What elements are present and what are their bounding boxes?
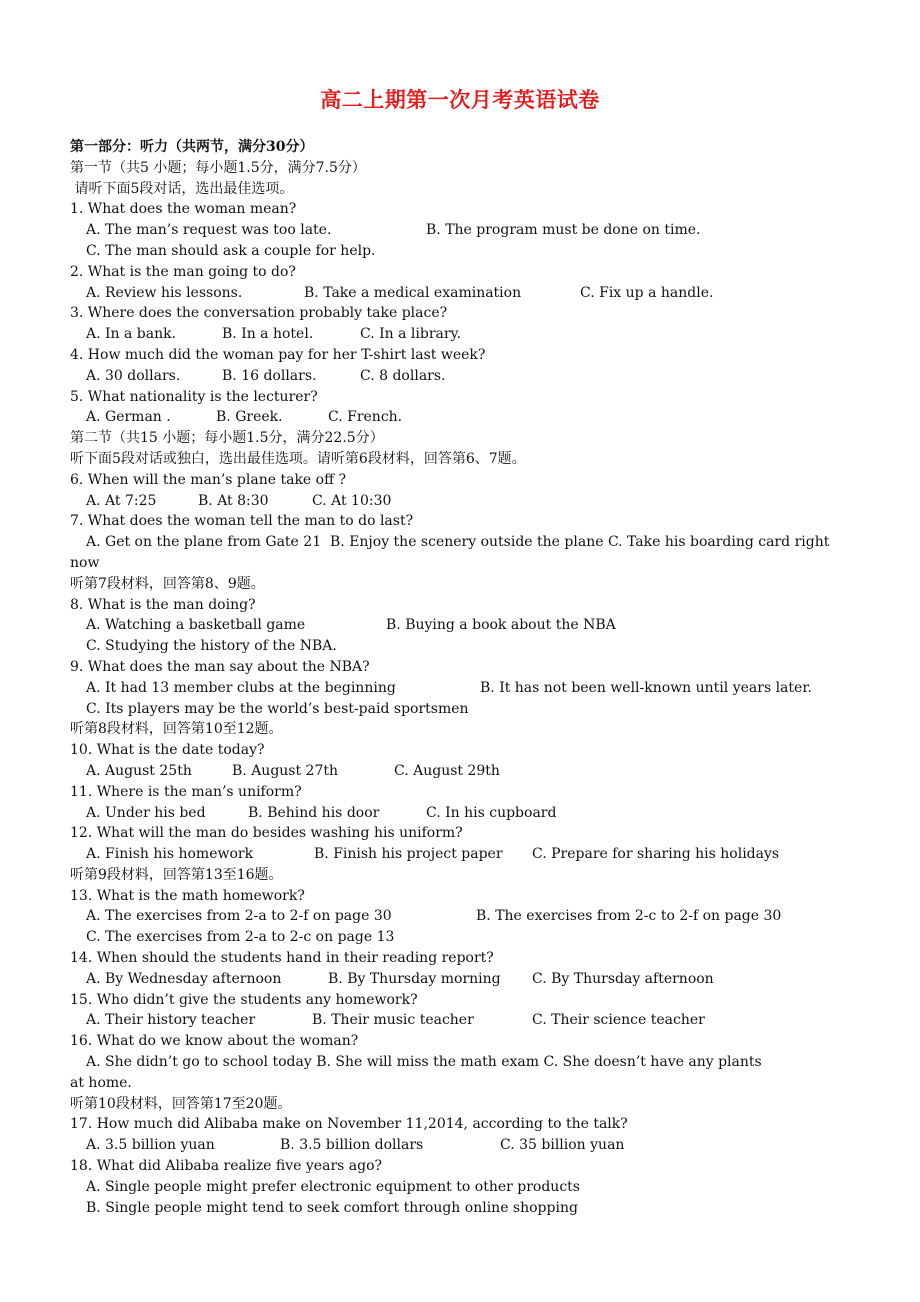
- option-a: A. Review his lessons.: [86, 284, 243, 301]
- option-b: B. Single people might tend to seek comfort through online shopping: [86, 1199, 578, 1216]
- exam-content: [70, 137, 870, 1218]
- question-18: 18. What did Alibaba realize five years ago?: [70, 1158, 383, 1175]
- question-6: 6. When will the man’s plane take off ?: [70, 471, 346, 488]
- question-2-options: [70, 283, 870, 304]
- option-b: B. 16 dollars.: [222, 367, 317, 384]
- question-12: 12. What will the man do besides washing his uniform?: [70, 825, 463, 842]
- question-11-options: [70, 803, 870, 824]
- question-9-options-ab: [70, 678, 870, 699]
- section2-instruction: 听下面5段对话或独白，选出最佳选项。请听第6段材料，回答第6、7题。: [70, 450, 526, 467]
- option-c: C. Their science teacher: [532, 1012, 705, 1029]
- question-2: 2. What is the man going to do?: [70, 263, 296, 280]
- option-c: C. French.: [328, 409, 403, 426]
- question-3-options: [70, 324, 870, 345]
- material-10-instruction: 听第10段材料，回答第17至20题。: [70, 1095, 292, 1112]
- option-b: B. Buying a book about the NBA: [386, 617, 616, 634]
- option-b: B. Finish his project paper: [314, 846, 503, 863]
- option-b: B. The program must be done on time.: [426, 222, 701, 239]
- question-6-options: [70, 491, 870, 512]
- option-a: A. The exercises from 2-a to 2-f on page 30: [86, 908, 392, 925]
- question-17-options: [70, 1135, 870, 1156]
- option-b: B. Take a medical examination: [304, 284, 522, 301]
- option-a: A. Under his bed: [86, 804, 206, 821]
- question-8: 8. What is the man doing?: [70, 596, 256, 613]
- question-10-options: [70, 761, 870, 782]
- question-14-options: [70, 969, 870, 990]
- option-c: C. The exercises from 2-a to 2-c on page 13: [86, 929, 395, 946]
- question-5: 5. What nationality is the lecturer?: [70, 388, 318, 405]
- question-17: 17. How much did Alibaba make on November 11,2014, according to the talk?: [70, 1116, 628, 1133]
- question-5-options: [70, 407, 870, 428]
- section2-heading: 第二节（共15 小题；每小题1.5分，满分22.5分）: [70, 430, 384, 447]
- option-b: B. By Thursday morning: [328, 970, 501, 987]
- question-14: 14. When should the students hand in their reading report?: [70, 950, 494, 967]
- question-13-options-ab: [70, 906, 870, 927]
- section1-heading: 第一节（共5 小题；每小题1.5分，满分7.5分）: [70, 159, 366, 176]
- material-9-instruction: 听第9段材料，回答第13至16题。: [70, 866, 283, 883]
- question-7-options: A. Get on the plane from Gate 21 B. Enjoy the scenery outside the plane C. Take his boarding card right: [86, 534, 830, 551]
- question-15-options: [70, 1010, 870, 1031]
- option-a: A. At 7:25: [86, 492, 157, 509]
- question-1: 1. What does the woman mean?: [70, 201, 297, 218]
- section1-instruction: 请听下面5段对话，选出最佳选项。: [70, 180, 294, 197]
- option-a: A. In a bank.: [86, 326, 177, 343]
- option-c: C. August 29th: [394, 762, 500, 779]
- option-a: A. Watching a basketball game: [86, 617, 306, 634]
- option-a: A. It had 13 member clubs at the beginning: [86, 679, 396, 696]
- option-b: B. Behind his door: [248, 804, 380, 821]
- option-c: C. In his cupboard: [426, 804, 557, 821]
- part1-heading: 第一部分：听力（共两节，满分30分）: [70, 139, 314, 155]
- option-b: B. August 27th: [232, 762, 339, 779]
- option-b: B. At 8:30: [198, 492, 269, 509]
- option-b: B. 3.5 billion dollars: [280, 1137, 424, 1154]
- option-a: A. Single people might prefer electronic equipment to other products: [86, 1178, 580, 1195]
- option-c: C. At 10:30: [312, 492, 392, 509]
- option-c: C. 8 dollars.: [360, 367, 446, 384]
- option-c: C. 35 billion yuan: [500, 1137, 625, 1154]
- question-7: 7. What does the woman tell the man to do last?: [70, 513, 414, 530]
- material-7-instruction: 听第7段材料，回答第8、9题。: [70, 575, 265, 592]
- option-a: A. 3.5 billion yuan: [86, 1137, 215, 1154]
- option-a: A. Finish his homework: [86, 846, 254, 863]
- question-16-options-wrap: at home.: [70, 1074, 132, 1091]
- question-15: 15. Who didn’t give the students any homework?: [70, 991, 418, 1008]
- option-c: C. By Thursday afternoon: [532, 970, 714, 987]
- option-a: A. August 25th: [86, 762, 192, 779]
- option-a: A. The man’s request was too late.: [86, 222, 332, 239]
- question-13: 13. What is the math homework?: [70, 887, 305, 904]
- question-16: 16. What do we know about the woman?: [70, 1033, 359, 1050]
- material-8-instruction: 听第8段材料，回答第10至12题。: [70, 721, 283, 738]
- question-7-options-wrap: now: [70, 554, 100, 571]
- option-c: C. Prepare for sharing his holidays: [532, 846, 780, 863]
- question-4-options: [70, 366, 870, 387]
- option-b: B. Greek.: [216, 409, 283, 426]
- option-b: B. In a hotel.: [222, 326, 314, 343]
- question-4: 4. How much did the woman pay for her T-shirt last week?: [70, 346, 486, 363]
- option-a: A. Their history teacher: [86, 1012, 256, 1029]
- option-a: A. 30 dollars.: [86, 367, 181, 384]
- question-8-options-ab: [70, 615, 870, 636]
- option-b: B. It has not been well-known until years later.: [480, 679, 812, 696]
- option-a: A. German .: [86, 409, 171, 426]
- question-12-options: [70, 844, 870, 865]
- option-b: B. Their music teacher: [312, 1012, 474, 1029]
- option-c: C. The man should ask a couple for help.: [86, 242, 376, 259]
- option-c: C. Studying the history of the NBA.: [86, 638, 337, 655]
- option-c: C. In a library.: [360, 326, 462, 343]
- option-c: C. Its players may be the world’s best-paid sportsmen: [86, 700, 469, 717]
- question-11: 11. Where is the man’s uniform?: [70, 783, 302, 800]
- option-a: A. By Wednesday afternoon: [86, 970, 282, 987]
- question-1-options-ab: [70, 220, 870, 241]
- option-c: C. Fix up a handle.: [580, 284, 714, 301]
- exam-title: 高二上期第一次月考英语试卷: [320, 87, 600, 112]
- option-b: B. The exercises from 2-c to 2-f on page 30: [476, 908, 782, 925]
- question-16-options: A. She didn’t go to school today B. She will miss the math exam C. She doesn’t have any plants: [86, 1054, 762, 1071]
- question-3: 3. Where does the conversation probably take place?: [70, 305, 448, 322]
- question-10: 10. What is the date today?: [70, 742, 265, 759]
- question-9: 9. What does the man say about the NBA?: [70, 658, 370, 675]
